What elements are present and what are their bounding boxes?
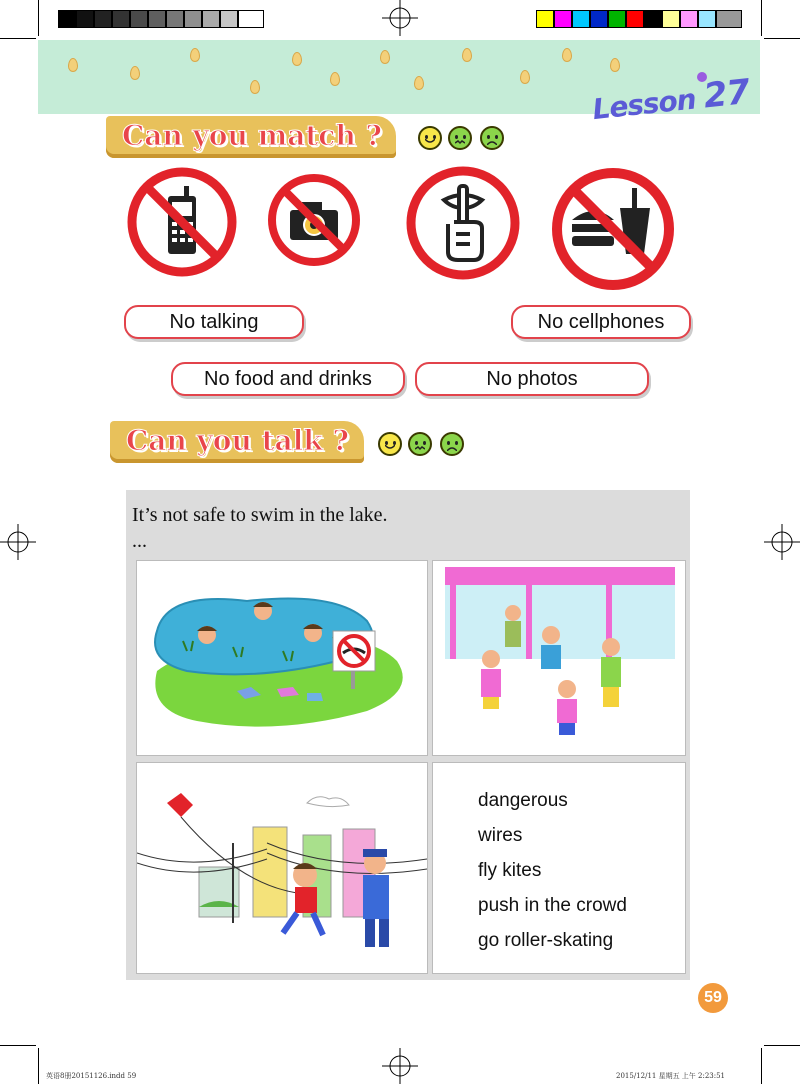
no-cellphone-sign-icon [126, 166, 238, 278]
sad-face-icon [440, 432, 464, 456]
match-section-title: Can you match ? [122, 119, 382, 152]
crowd-mall-illustration [432, 560, 686, 756]
happy-face-icon [418, 126, 442, 150]
match-section-banner [106, 116, 396, 158]
registration-mark-bottom-icon [382, 1048, 418, 1084]
label-no-cellphones[interactable]: No cellphones [511, 305, 691, 339]
talk-ellipsis: ... [132, 530, 147, 552]
registration-mark-top-icon [382, 0, 418, 36]
label-no-talking[interactable]: No talking [124, 305, 304, 339]
page-number: 59 [698, 983, 728, 1013]
sad-face-icon [480, 126, 504, 150]
word-item: push in the crowd [478, 895, 627, 916]
label-no-photos[interactable]: No photos [415, 362, 649, 396]
happy-face-icon [378, 432, 402, 456]
word-item: fly kites [478, 860, 542, 881]
no-camera-sign-icon [266, 172, 362, 268]
lake-swimming-illustration [136, 560, 428, 756]
kite-wires-illustration [136, 762, 428, 974]
footer-timestamp: 2015/12/11 星期五 上午 2:23:51 [616, 1072, 726, 1080]
word-item: wires [478, 825, 523, 846]
registration-mark-right-icon [764, 524, 800, 560]
word-item: dangerous [478, 790, 568, 811]
talk-section-title: Can you talk ? [126, 424, 349, 457]
lesson-word: Lesson [590, 82, 698, 127]
no-food-drink-sign-icon [550, 166, 676, 292]
footer-file-info: 英语8册20151126.indd 59 [46, 1072, 137, 1080]
lesson-number: 27 [701, 71, 752, 117]
label-no-food-and-drinks[interactable]: No food and drinks [171, 362, 405, 396]
talk-prompt: It’s not safe to swim in the lake. [132, 504, 388, 526]
worried-face-icon [408, 432, 432, 456]
no-talking-sign-icon [404, 164, 522, 282]
worried-face-icon [448, 126, 472, 150]
word-item: go roller-skating [478, 930, 614, 951]
registration-mark-left-icon [0, 524, 36, 560]
talk-section-banner [110, 421, 364, 463]
